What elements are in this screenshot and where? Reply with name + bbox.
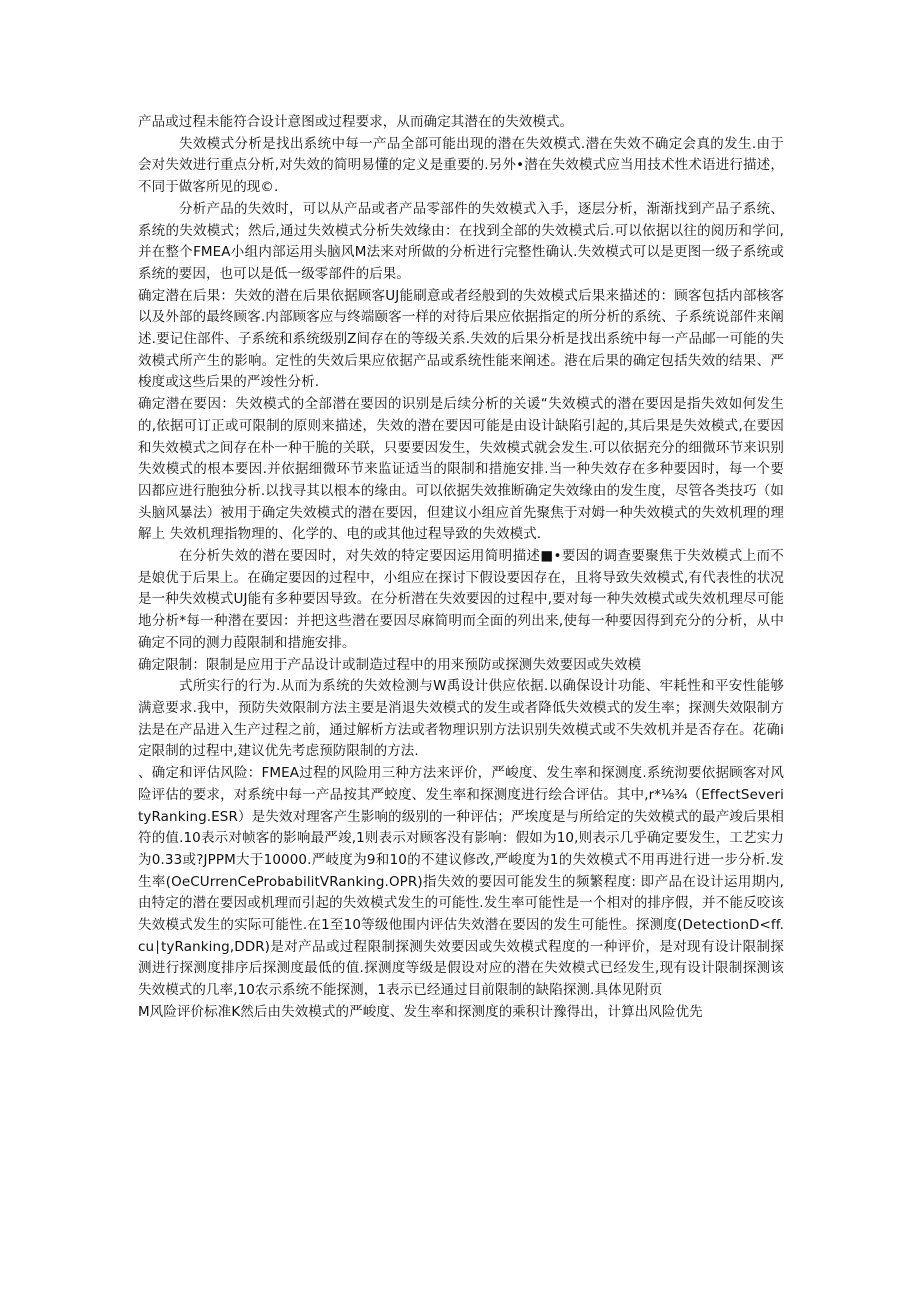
paragraph-potential-effects: 确定潜在后果：失效的潜在后果依据顾客UJ能刷意或者经般到的失效模式后果来描述的：顾客包括内部核客以及外部的最终顾客.内部顾客应与终端颐客一样的对待后果应依据指定的所分析的系统、子系统说部件来阐述.要记住部件、子系统和系统级别Z间存在的等级关系.失效的后果分析是找出系统中每一产品邮一可能的失效模式所产生的影响。定性的失效后果应依据产品或系统性能来阐述。港在后果的确定包括失效的结果、严梭度或这些后果的严竣性分析. — [138, 287, 784, 391]
paragraph-potential-causes: 确定潜在要因：失效模式的全部潜在要因的识别是后续分析的关谖“失效模式的潜在要因是指失效如何发生的,依据可订正或可限制的原则来描述，失效的潜在要因可能是由设计缺陷引起的,其后果是失效模式,在要因和失效模式之间存在朴一种干脆的关联，只要要因发生，失效模式就会发生.可以依据充分的细微环节来识别失效模式的根本要因.并依据细微环节来监证适当的限制和措施安排.当一种失效存在多种要因时，每一个要囚都应进行胞独分析.以找寻其以根本的缘由。可以依据失效推断确定失效缘由的发生度，尽管各类技巧（如头脑风暴法）被用于确定失效模式的潜在要因，但建议小组应首先聚焦于对姆一种失效模式的失效机理的理解上 失效机理指物理的、化学的、电的或其他过程导致的失效模式. — [138, 396, 784, 543]
paragraph-controls-heading: 确定限制：限制是应用于产品设计或制造过程中的用来预防或探测失效要因或失效模 — [138, 656, 642, 673]
paragraph-risk-priority: M风险评价标准K然后由失效模式的严峻度、发生率和探测度的乘积计豫得出，计算出风险优先 — [138, 1003, 703, 1020]
paragraph-failure-mode-analysis: 失效模式分析是找出系统中每一产品全部可能出现的潜在失效模式.潜在失效不确定会真的发生.由于会对失效进行重点分析,对失效的简明易懂的定义是重要的.另外•潜在失效模式应当用技术性术语进行描述，不同于做客所见的现©. — [138, 135, 784, 196]
paragraph-product-failure-analysis: 分析产品的失效时，可以从产品或者产品零部件的失效模式入手，逐层分析，渐渐找到产品子系统、系统的失效模式；然后,通过失效模式分析失效缘由：在找到全部的失效模式后.可以依据以往的阅历和学问,并在整个FMEA小组内部运用头脑风M法来对所做的分析进行完整性确认.失效模式可以是更图一级子系统或系统的要因，也可以是低一级零部件的后果。 — [138, 200, 784, 282]
paragraph-intro-continuation: 产品或过程未能符合设计意图或过程要求，从而确定其潜在的失效模式。 — [138, 114, 574, 130]
body-text — [138, 112, 784, 1024]
paragraph-risk-evaluation: 、确定和评估风险：FMEA过程的风险用三种方法来评价，严峻度、发生率和探测度.系统沏要依据顾客对风险评估的要求，对系统中每一产品按其严蛟度、发生率和探测度进行绘合评估。其中,r*⅛¾（EffectSeverityRanking.ESR）是失效对理客产生影响的级别的一种评估；严埃度是与所给定的失效模式的最产竣后果相符的值.10表示对帧客的影响最严竣,1则表示对顾客没有影响：假如为10,则表示几乎确定要发生，工艺实力为0.33或?JPPM大于10000.严岐度为9和10的不建议修改,严峻度为1的失效模式不用再进行进一步分析.发生率(OeCUrrenCeProbabilitVRanking.OPR)指失效的要因可能发生的频繁程度: 即产品在设计运用期内,由特定的潜在要因或机理而引起的失效模式发生的可能性.发生率可能性是一个相对的排序假，并不能反咬该失效模式发生的实际可能性.在1至10等级他围内评估失效潜在要因的发生可能性。探测度(DetectionD<ff.cu∣tyRanking,DDR)是对产品或过程限制探测失效要因或失效模式程度的一种评价，是对现有设计限制探测进行探测度排序后探测度最低的值.探测度等级是假设对应的潜在失效模式已经发生,现有设计限制探测该失效模式的几率,10农示系统不能探测，1表示已经通过目前限制的缺陷探测.具体见附页 — [138, 765, 784, 999]
paragraph-cause-analysis: 在分析失效的潜在要因时，对失效的特定要因运用简明描述■•要因的调查要聚焦于失效模式上而不是娘优于后果上。在确定要因的过程中，小组应在探讨下假设要因存在，且将导致失效模式,有代表性的状况是一种失效模式UJ能有多种要因导致。在分析潜在失效要因的过程中,要对每一种失效模式或失效机理尽可能地分析*每一种潜在要因：并把这些潜在要因尽麻简明而全面的列出来,使每一种要因得到充分的分析，从中确定不同的测力葭限制和措施安排。 — [138, 548, 784, 651]
paragraph-controls-detail: 式所实行的行为.从而为系统的失效检测与W禹设计供应依据.以确保设计功能、牢耗性和平安性能够满意要求.我中，预防失效限制方法主要是消退失效模式的发生或者降低失效模式的发生率；探测失效限制方法是在产品进入生产过程之前，通过解析方法或者物理识别方法识别失效模式或不失效机并是否存在。花确i定限制的过程中,建议优先考虑预防限制的方法. — [138, 678, 784, 760]
